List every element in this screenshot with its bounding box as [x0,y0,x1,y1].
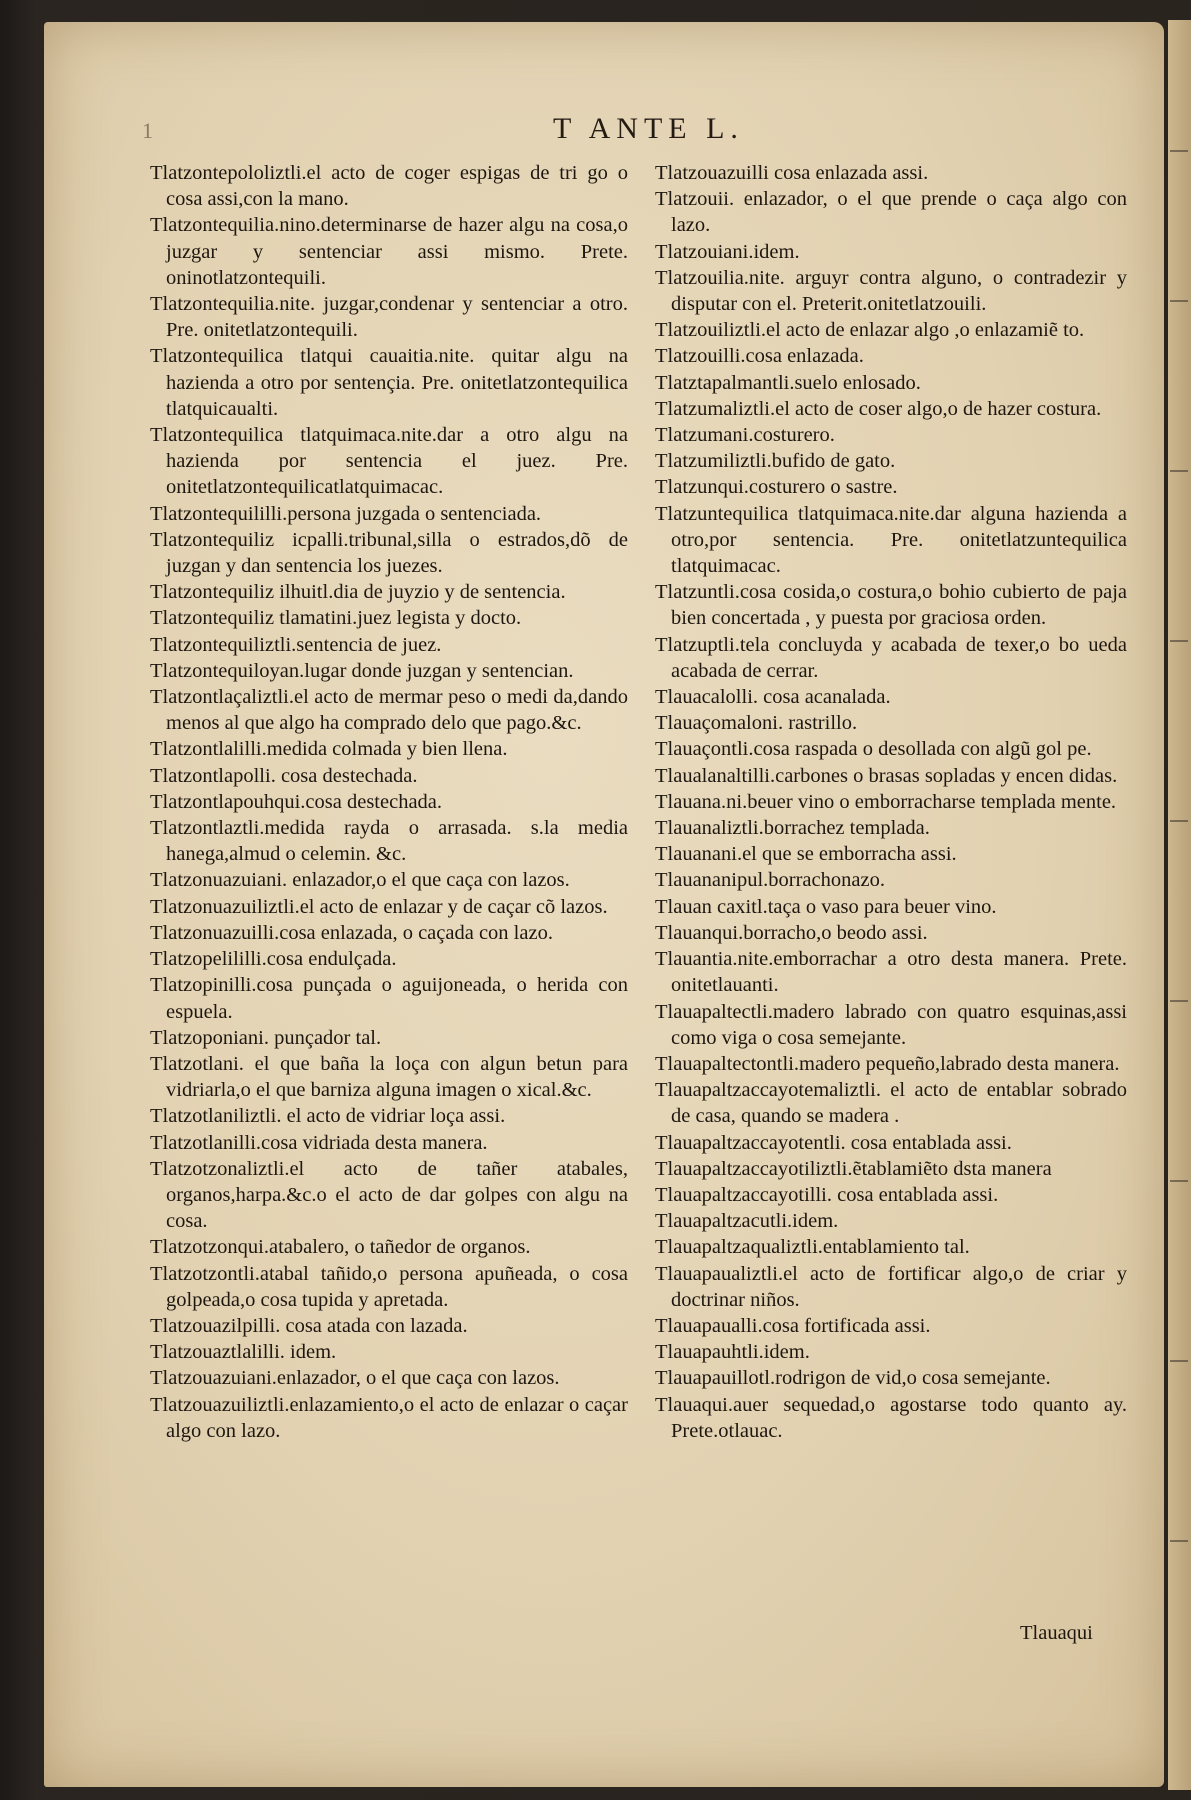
dictionary-entry: Tlatzontequilia.nite. juzgar,condenar y sentenciar a otro. Pre. onitetlatzontequili. [150,293,628,342]
left-column [150,160,628,1444]
dictionary-entry: Tlatzontepololiztli.el acto de coger espigas de tri go o cosa assi,con la mano. [150,162,628,211]
dictionary-entry: Tlatzontequilica tlatqui cauaitia.nite. quitar algu na hazienda a otro por sentençia. Pre. onitetlatzontequilica tlatquicaualti. [150,345,628,420]
dictionary-entry: Tlaualanaltilli.carbones o brasas sopladas y encen didas. [655,764,1118,787]
dictionary-entry: Tlauapaltzacutli.idem. [655,1210,839,1233]
edge-text-mark [1170,640,1188,642]
dictionary-entry: Tlauananipul.borrachonazo. [655,869,885,892]
adjacent-page-edge [1168,20,1191,1790]
dictionary-entry: Tlatzonuazuiani. enlazador,o el que caça con lazos. [150,869,570,892]
dictionary-entry: Tlatzontequililli.persona juzgada o sentenciada. [150,502,542,525]
dictionary-entry: Tlatzuntli.cosa cosida,o costura,o bohio cubierto de paja bien concertada , y puesta por graciosa orden. [655,581,1127,630]
dictionary-entry: Tlatzontlaztli.medida rayda o arrasada. s.la media hanega,almud o celemin. &c. [150,817,628,866]
dictionary-entry: Tlatzontequilica tlatquimaca.nite.dar a otro algu na hazienda por sentencia el juez. Pre. onitetlatzontequilicatlatquimacac. [150,424,628,499]
dictionary-entry: Tlauapaltectontli.madero pequeño,labrado desta manera. [655,1052,1120,1075]
dictionary-entry: Tlauapaualli.cosa fortificada assi. [655,1314,931,1337]
dictionary-entry: Tlatzontequiliz icpalli.tribunal,silla o estrados,dõ de juzgan y dan sentencia los juezes. [150,528,628,578]
dictionary-entry: Tlatzontequiliztli.sentencia de juez. [150,633,442,656]
dictionary-entry: Tlauacalolli. cosa acanalada. [655,686,891,709]
dictionary-entry: Tlauaçomaloni. rastrillo. [655,712,858,735]
right-column [655,160,1127,1444]
dictionary-entry: Tlatzontlaçaliztli.el acto de mermar peso o medi da,dando menos al que algo ha comprado delo que pago.&c. [150,686,628,735]
dictionary-entry: Tlauanaliztli.borrachez templada. [655,817,930,840]
dictionary-entry: Tlatzuntequilica tlatquimaca.nite.dar alguna hazienda a otro,por sentencia. Pre. onitetlatzuntequilica tlatquimacac. [655,502,1127,578]
dictionary-entry: Tlatzotlaniliztli. el acto de vidriar loça assi. [150,1105,506,1128]
edge-text-mark [1170,1180,1188,1182]
dictionary-entry: Tlatzouaztlalilli. idem. [150,1341,337,1364]
dictionary-entry: Tlatzoponiani. punçador tal. [150,1026,382,1049]
dictionary-entry: Tlatzouilia.nite. arguyr contra alguno, o contradezir y disputar con el. Preterit.onitetlatzouili. [655,266,1127,316]
folio-mark: 1 [142,118,153,143]
dictionary-entry: Tlatzontequilia.nino.determinarse de hazer algu na cosa,o juzgar y sentenciar assi mismo. Prete. oninotlatzontequili. [150,214,628,289]
dictionary-entry: Tlauaqui.auer sequedad,o agostarse todo quanto ay. Prete.otlauac. [655,1393,1127,1442]
dictionary-entry: Tlatzouazuiliztli.enlazamiento,o el acto de enlazar o caçar algo con lazo. [150,1393,628,1442]
dictionary-entry: Tlatzotlanilli.cosa vidriada desta manera. [150,1131,488,1154]
edge-text-mark [1170,470,1188,472]
dictionary-entry: Tlauapaltzaccayotentli. cosa entablada assi. [655,1131,1012,1154]
dictionary-entry: Tlauapaualiztli.el acto de fortificar algo,o de criar y doctrinar niños. [655,1262,1127,1311]
dictionary-entry: Tlatzotzontli.atabal tañido,o persona apuñeada, o cosa golpeada,o cosa tupida y apretada. [150,1262,628,1311]
dictionary-entry: Tlatzopelililli.cosa endulçada. [150,948,397,971]
edge-text-mark [1170,1360,1188,1362]
dictionary-entry: Tlatzouilli.cosa enlazada. [655,345,864,368]
dictionary-entry: Tlauapaltectli.madero labrado con quatro esquinas,assi como viga o cosa semejante. [655,1000,1127,1049]
dictionary-entry: Tlatzunqui.costurero o sastre. [655,476,898,499]
running-head: T ANTE L. [553,112,744,145]
dictionary-entry: Tlauapaltzaccayotiliztli.ẽtablamiẽto dsta manera [655,1157,1052,1180]
dictionary-entry: Tlatzontequiliz tlamatini.juez legista y docto. [150,607,522,630]
dictionary-entry: Tlauana.ni.beuer vino o emborracharse templada mente. [655,790,1117,813]
dictionary-entry: Tlatzontlalilli.medida colmada y bien llena. [150,738,508,761]
dictionary-entry: Tlauapaltzaqualiztli.entablamiento tal. [655,1236,970,1259]
dictionary-entry: Tlatzouii. enlazador, o el que prende o caça algo con lazo. [655,188,1127,237]
dictionary-entry: Tlatzotzonaliztli.el acto de tañer atabales, organos,harpa.&c.o el acto de dar golpes con algu na cosa. [150,1157,628,1233]
dictionary-entry: Tlatzontequiliz ilhuitl.dia de juyzio y de sentencia. [150,581,566,604]
dictionary-entry: Tlatzontlapolli. cosa destechada. [150,764,418,787]
dictionary-entry: Tlauantia.nite.emborrachar a otro desta manera. Prete. onitetlauanti. [655,948,1127,997]
dictionary-entry: Tlatzontlapouhqui.cosa destechada. [150,790,443,813]
dictionary-entry: Tlauapaltzaccayotemaliztli. el acto de entablar sobrado de casa, quando se madera . [655,1079,1127,1128]
dictionary-entry: Tlatzonuazuilli.cosa enlazada, o caçada con lazo. [150,921,553,944]
dictionary-entry: Tlatzopinilli.cosa punçada o aguijoneada, o herida con espuela. [150,974,628,1023]
dictionary-entry: Tlatzuptli.tela concluyda y acabada de texer,o bo ueda acabada de cerrar. [655,633,1127,682]
dictionary-entry: Tlauaçontli.cosa raspada o desollada con algũ gol pe. [655,738,1092,761]
dictionary-entry: Tlatzouiliztli.el acto de enlazar algo ,o enlazamiẽ to. [655,319,1085,342]
dictionary-entry: Tlatzouazuilli cosa enlazada assi. [655,162,929,184]
edge-text-mark [1170,1540,1188,1542]
dictionary-entry: Tlauapauhtli.idem. [655,1341,810,1364]
dictionary-entry: Tlauanani.el que se emborracha assi. [655,843,957,866]
dictionary-entry: Tlatzouazilpilli. cosa atada con lazada. [150,1314,468,1337]
dictionary-entry: Tlatzouazuiani.enlazador, o el que caça con lazos. [150,1367,560,1390]
dictionary-entry: Tlatzouiani.idem. [655,240,800,263]
dictionary-entry: Tlatzotlani. el que baña la loça con algun betun para vidriarla,o el que barniza alguna imagen o xical.&c. [150,1052,628,1102]
dictionary-entry: Tlatzumaliztli.el acto de coser algo,o de hazer costura. [655,397,1102,420]
catchword: Tlauaqui [1020,1622,1093,1644]
dictionary-entry: Tlatztapalmantli.suelo enlosado. [655,371,921,394]
dictionary-entry: Tlatzumani.costurero. [655,424,835,447]
dictionary-entry: Tlauan caxitl.taça o vaso para beuer vino. [655,895,997,918]
dictionary-entry: Tlatzonuazuiliztli.el acto de enlazar y de caçar cõ lazos. [150,895,608,918]
edge-text-mark [1170,820,1188,822]
dictionary-entry: Tlauapaltzaccayotilli. cosa entablada assi. [655,1183,999,1206]
dictionary-entry: Tlatzontequiloyan.lugar donde juzgan y sentencian. [150,659,574,682]
edge-text-mark [1170,300,1188,302]
dictionary-entry: Tlauapauillotl.rodrigon de vid,o cosa semejante. [655,1367,1051,1390]
edge-text-mark [1170,1000,1188,1002]
edge-text-mark [1170,150,1188,152]
dictionary-entry: Tlatzotzonqui.atabalero, o tañedor de organos. [150,1236,531,1259]
dictionary-entry: Tlatzumiliztli.bufido de gato. [655,450,896,473]
dictionary-entry: Tlauanqui.borracho,o beodo assi. [655,921,928,944]
